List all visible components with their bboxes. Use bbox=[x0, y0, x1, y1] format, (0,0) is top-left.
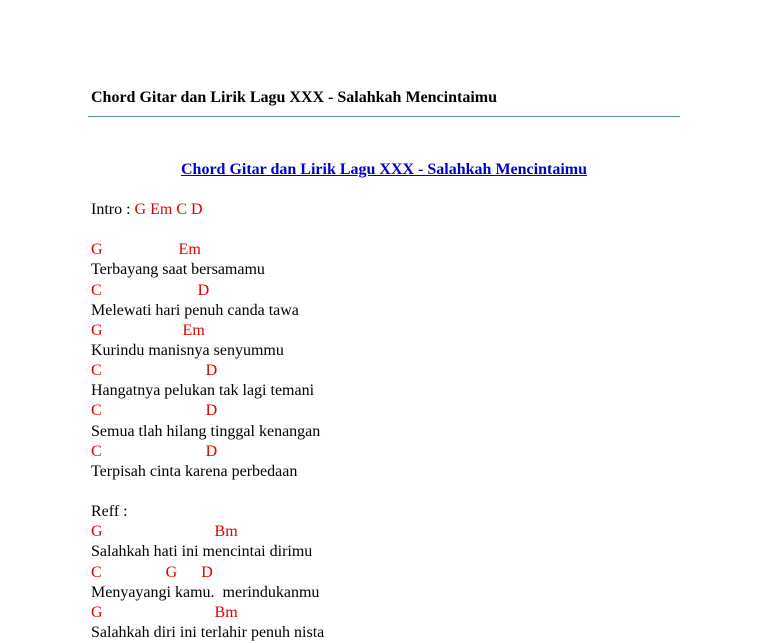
lyric-line: Salahkah diri ini terlahir penuh nista bbox=[91, 623, 325, 641]
lyric-line: Terpisah cinta karena perbedaan bbox=[91, 462, 298, 480]
song-body bbox=[91, 200, 324, 643]
blank-line bbox=[91, 482, 324, 502]
intro-line bbox=[91, 200, 324, 220]
chord-line: C G D bbox=[91, 563, 213, 581]
chord-line: G Bm bbox=[91, 603, 238, 621]
lyric-line: Melewati hari penuh canda tawa bbox=[91, 301, 299, 319]
lyric-line: Salahkah hati ini mencintai dirimu bbox=[91, 543, 313, 561]
lyric-line: Hangatnya pelukan tak lagi temani bbox=[91, 382, 315, 400]
header-title: Chord Gitar dan Lirik Lagu XXX - Salahkah Mencintaimu bbox=[91, 89, 497, 106]
chord-line: C D bbox=[91, 281, 210, 299]
chord-line: C D bbox=[91, 362, 218, 380]
lyric-line: Terbayang saat bersamamu bbox=[91, 261, 265, 279]
lyric-line: Reff : bbox=[91, 503, 128, 521]
lyric-line: Semua tlah hilang tinggal kenangan bbox=[91, 422, 321, 440]
header-divider bbox=[88, 116, 680, 117]
lyric-line: Menyayangi kamu. merindukanmu bbox=[91, 583, 320, 601]
intro-chords: G Em C D bbox=[134, 201, 203, 218]
chord-line: C D bbox=[91, 442, 218, 460]
song-title-link[interactable]: Chord Gitar dan Lirik Lagu XXX - Salahkah Mencintaimu bbox=[181, 161, 587, 178]
chord-line: C D bbox=[91, 402, 218, 420]
lyric-line: Kurindu manisnya senyummu bbox=[91, 341, 284, 359]
intro-label: Intro : bbox=[91, 201, 135, 218]
chord-line: G Bm bbox=[91, 523, 238, 541]
chord-line: G Em bbox=[91, 321, 205, 339]
chord-line: G Em bbox=[91, 241, 201, 259]
blank-line bbox=[91, 220, 324, 240]
